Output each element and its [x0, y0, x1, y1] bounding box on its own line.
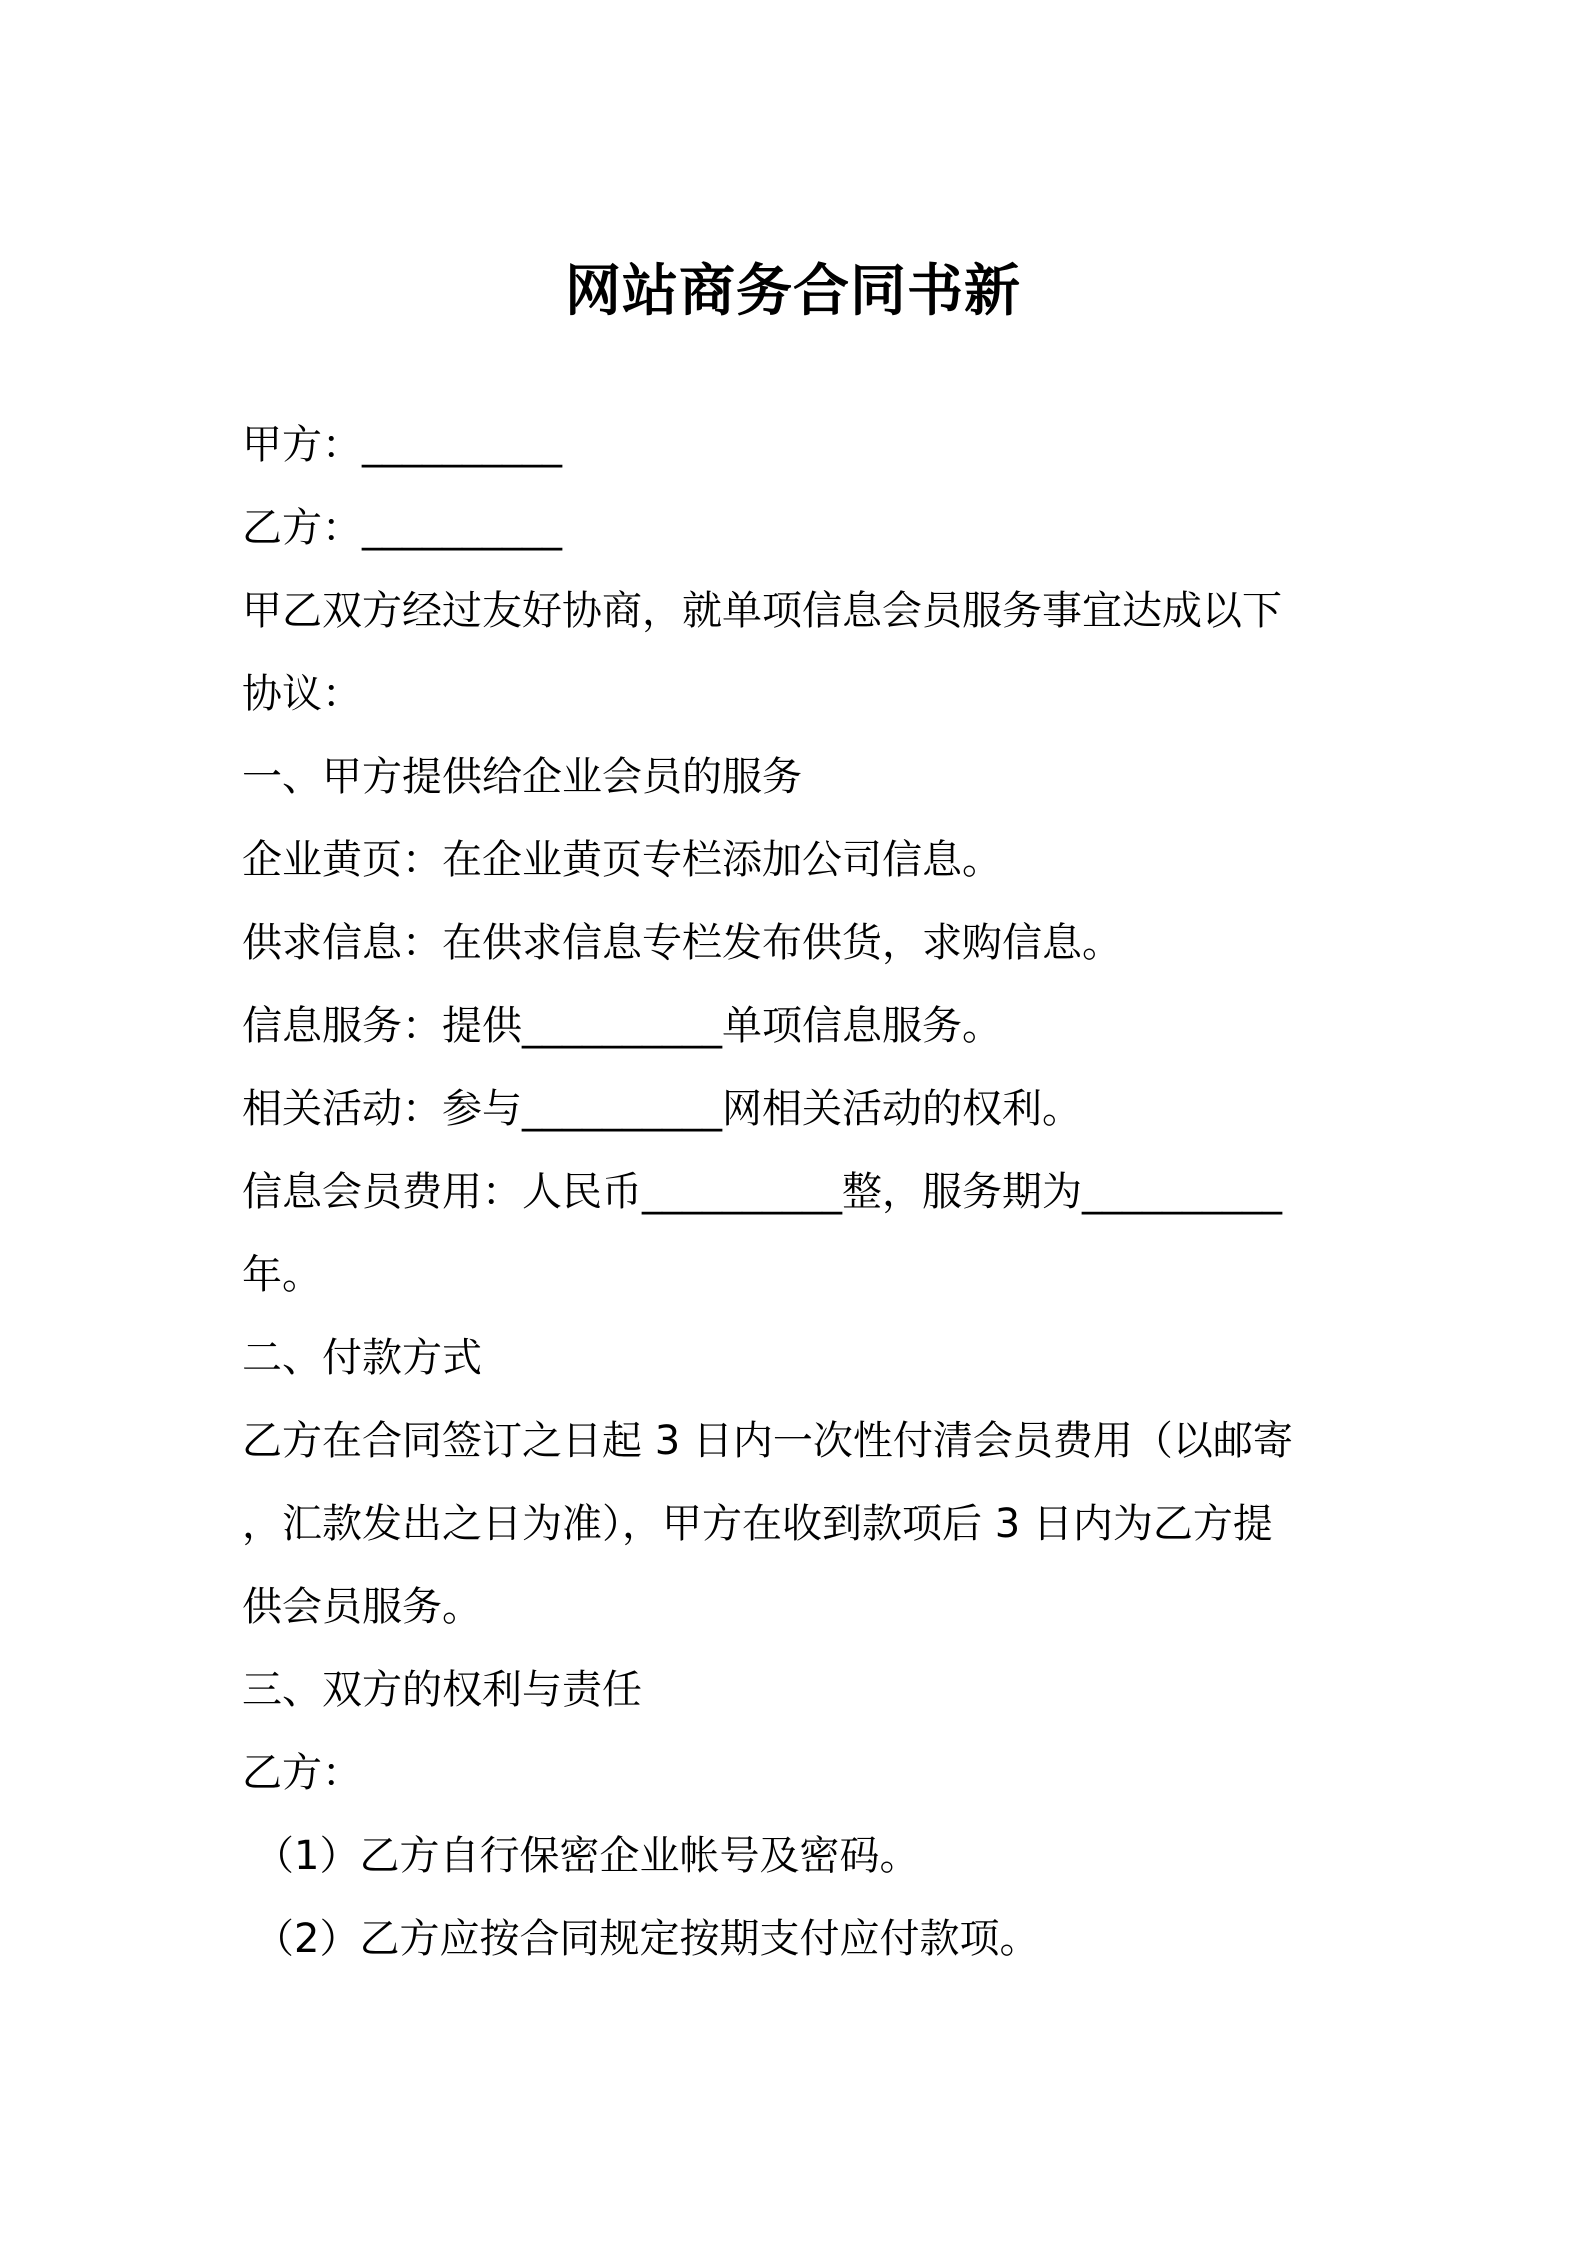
payment-paragraph-line-1: 乙方在合同签订之日起 3 日内一次性付清会员费用（以邮寄 [242, 1418, 1293, 1464]
membership-fee-line-1: 信息会员费用：人民币__________整，服务期为__________ [242, 1169, 1282, 1215]
service-yellow-pages: 企业黄页：在企业黄页专栏添加公司信息。 [242, 837, 1002, 883]
party-b-line: 乙方：__________ [242, 505, 562, 551]
section-heading-1: 一、甲方提供给企业会员的服务 [242, 754, 802, 800]
payment-paragraph-line-2: ，汇款发出之日为准），甲方在收到款项后 3 日内为乙方提 [242, 1501, 1273, 1547]
membership-fee-line-2: 年。 [242, 1252, 322, 1298]
section-heading-3: 三、双方的权利与责任 [242, 1667, 642, 1713]
party-b-obligations-heading: 乙方： [242, 1750, 362, 1796]
obligation-item-1: （1）乙方自行保密企业帐号及密码。 [254, 1833, 920, 1879]
service-activities: 相关活动：参与__________网相关活动的权利。 [242, 1086, 1082, 1132]
payment-paragraph-line-3: 供会员服务。 [242, 1584, 482, 1630]
section-heading-2: 二、付款方式 [242, 1335, 482, 1381]
intro-paragraph-line-1: 甲乙双方经过友好协商，就单项信息会员服务事宜达成以下 [242, 588, 1282, 634]
party-a-line: 甲方：__________ [242, 422, 562, 468]
document-body [242, 404, 1362, 1981]
obligation-item-2: （2）乙方应按合同规定按期支付应付款项。 [254, 1916, 1040, 1962]
document-title: 网站商务合同书新 [565, 259, 1021, 324]
intro-paragraph-line-2: 协议： [242, 671, 362, 717]
service-info: 信息服务：提供__________单项信息服务。 [242, 1003, 1002, 1049]
service-supply-demand: 供求信息：在供求信息专栏发布供货，求购信息。 [242, 920, 1122, 966]
